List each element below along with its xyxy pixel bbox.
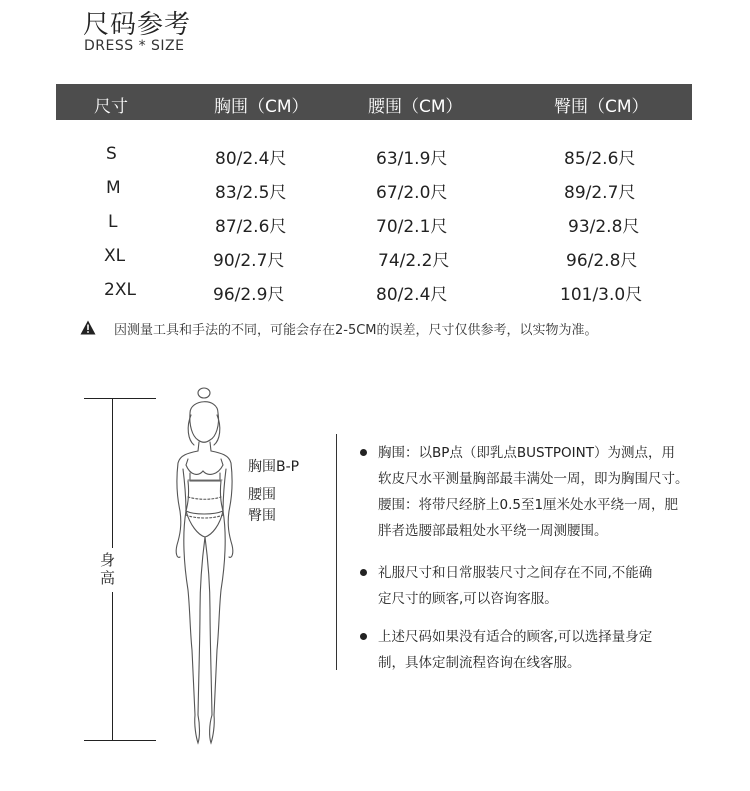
bullet-dot bbox=[360, 449, 367, 456]
table-row bbox=[0, 280, 750, 310]
instruction-line: 腰围：将带尺经脐上0.5至1厘米处水平绕一周，肥 bbox=[378, 497, 679, 513]
instruction-line: 定尺寸的顾客,可以咨询客服。 bbox=[378, 591, 558, 607]
waist-cell: 80/2.4尺 bbox=[376, 285, 448, 305]
custom-size-note bbox=[378, 624, 652, 676]
hip-cell: 85/2.6尺 bbox=[564, 149, 636, 169]
chest-cell: 96/2.9尺 bbox=[213, 285, 285, 305]
body-figure-illustration bbox=[150, 385, 280, 750]
hip-label: 臀围 bbox=[248, 508, 276, 524]
instruction-line: 礼服尺寸和日常服装尺寸之间存在不同,不能确 bbox=[378, 565, 653, 581]
instruction-line: 软皮尺水平测量胸部最丰满处一周，即为胸围尺寸。 bbox=[378, 471, 689, 487]
height-ruler-top bbox=[84, 398, 156, 399]
height-ruler-bottom bbox=[84, 740, 156, 741]
table-row bbox=[0, 144, 750, 174]
vertical-divider bbox=[336, 434, 337, 670]
bullet-dot bbox=[360, 633, 367, 640]
size-cell: 2XL bbox=[104, 280, 136, 300]
chest-bp-label: 胸围B-P bbox=[248, 459, 300, 475]
column-header-waist: 腰围（CM） bbox=[368, 97, 463, 117]
waist-cell: 70/2.1尺 bbox=[376, 217, 448, 237]
hip-cell: 89/2.7尺 bbox=[564, 183, 636, 203]
instruction-line: 制，具体定制流程咨询在线客服。 bbox=[378, 655, 581, 671]
column-header-chest: 胸围（CM） bbox=[214, 97, 309, 117]
hip-cell: 101/3.0尺 bbox=[560, 285, 643, 305]
instruction-line: 胸围：以BP点（即乳点BUSTPOINT）为测点，用 bbox=[378, 445, 675, 461]
hip-cell: 96/2.8尺 bbox=[566, 251, 638, 271]
size-table-header bbox=[56, 84, 692, 120]
table-row bbox=[0, 178, 750, 208]
formal-size-note bbox=[378, 560, 652, 612]
hip-cell: 93/2.8尺 bbox=[568, 217, 640, 237]
size-cell: M bbox=[106, 178, 121, 198]
height-label: 身高 bbox=[97, 548, 118, 592]
table-row bbox=[0, 246, 750, 276]
page-subtitle: DRESS * SIZE bbox=[84, 38, 185, 54]
waist-cell: 63/1.9尺 bbox=[376, 149, 448, 169]
waist-cell: 67/2.0尺 bbox=[376, 183, 448, 203]
chest-cell: 83/2.5尺 bbox=[215, 183, 287, 203]
waist-label: 腰围 bbox=[248, 487, 276, 503]
chest-cell: 87/2.6尺 bbox=[215, 217, 287, 237]
size-cell: L bbox=[108, 212, 118, 232]
measurement-note-text: 因测量工具和手法的不同，可能会存在2-5CM的误差，尺寸仅供参考，以实物为准。 bbox=[114, 323, 598, 338]
instruction-line: 胖者选腰部最粗处水平绕一周测腰围。 bbox=[378, 523, 608, 539]
measurement-instructions bbox=[378, 440, 689, 544]
bullet-dot bbox=[360, 569, 367, 576]
instruction-line: 上述尺码如果没有适合的顾客,可以选择量身定 bbox=[378, 629, 653, 645]
column-header-size: 尺寸 bbox=[94, 97, 128, 117]
size-cell: S bbox=[106, 144, 117, 164]
size-cell: XL bbox=[104, 246, 126, 266]
page-title: 尺码参考 bbox=[83, 10, 192, 40]
table-row bbox=[0, 212, 750, 242]
column-header-hip: 臀围（CM） bbox=[554, 97, 649, 117]
waist-cell: 74/2.2尺 bbox=[378, 251, 450, 271]
chest-cell: 80/2.4尺 bbox=[215, 149, 287, 169]
warning-triangle-icon bbox=[80, 320, 96, 335]
chest-cell: 90/2.7尺 bbox=[213, 251, 285, 271]
